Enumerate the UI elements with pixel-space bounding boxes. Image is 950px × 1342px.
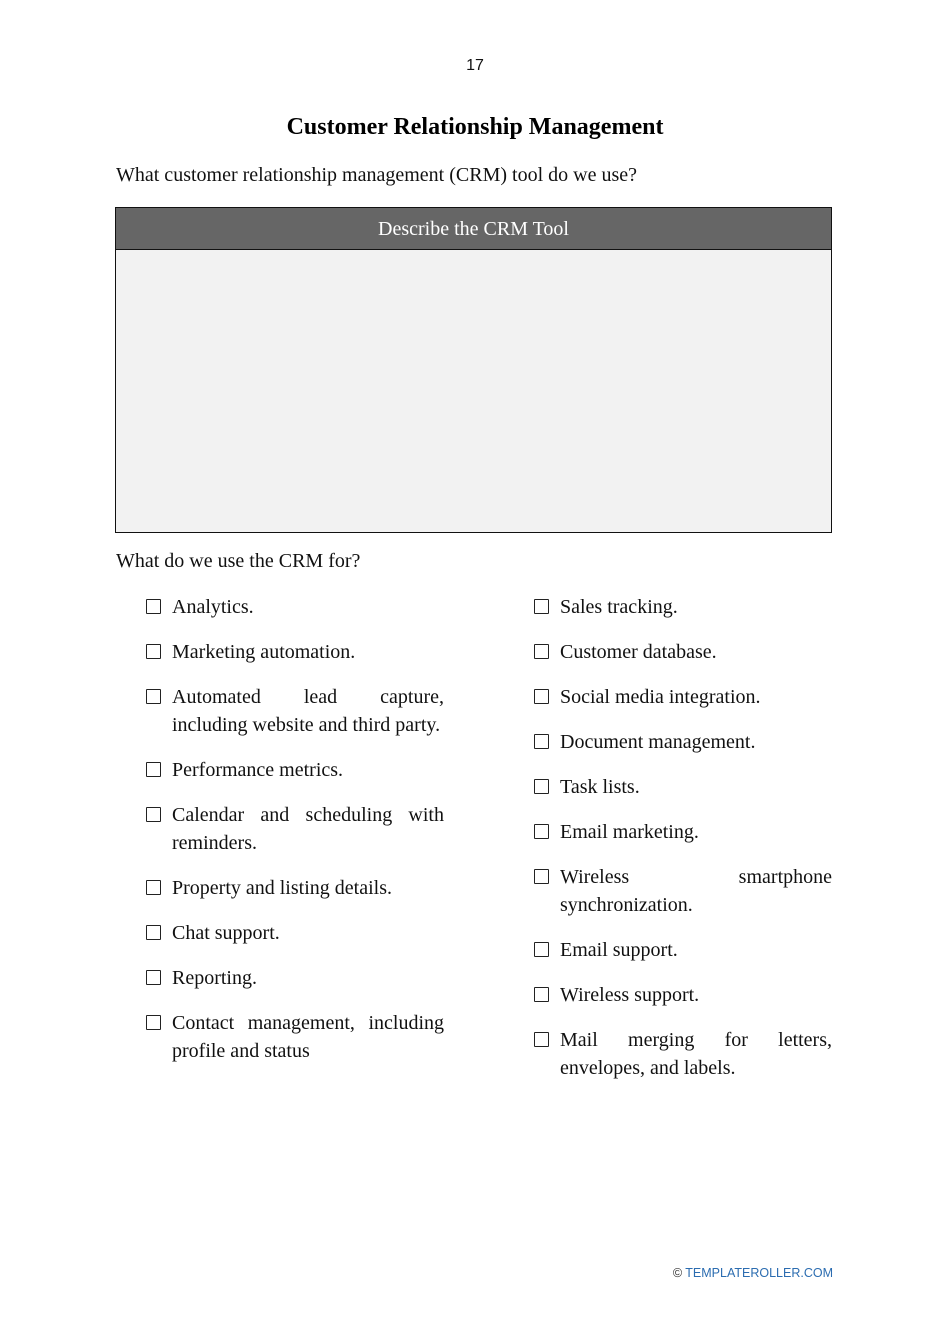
checklist-item-label: Property and listing details.: [172, 877, 392, 899]
checklist-item-label: Chat support.: [172, 922, 280, 944]
page-title: Customer Relationship Management: [286, 114, 664, 140]
checklist-item-label: Wireless smartphone synchronization.: [560, 866, 832, 916]
checklist-item: [534, 593, 832, 621]
checklist-item-label: Social media integration.: [560, 686, 761, 708]
checkbox[interactable]: [146, 599, 161, 614]
checklist-item: [534, 1026, 832, 1082]
checkbox[interactable]: [146, 762, 161, 777]
checklist-item: [146, 919, 444, 947]
crm-tool-description-field[interactable]: [116, 250, 831, 533]
checklist-item-label: Document management.: [560, 731, 756, 753]
crm-tool-question: What customer relationship management (CRM) tool do we use?: [116, 164, 637, 186]
checklist-item: [146, 1009, 444, 1065]
checkbox[interactable]: [146, 880, 161, 895]
checklist-item-label: Analytics.: [172, 596, 254, 618]
copyright-symbol: ©: [672, 1266, 683, 1280]
checklist-item: [534, 981, 832, 1009]
checkbox[interactable]: [146, 925, 161, 940]
checklist-item-label: Reporting.: [172, 967, 257, 989]
checklist-item: [534, 863, 832, 919]
page-number: 17: [466, 57, 484, 74]
checkbox[interactable]: [534, 779, 549, 794]
checkbox[interactable]: [534, 824, 549, 839]
checkbox[interactable]: [146, 689, 161, 704]
checkbox[interactable]: [534, 644, 549, 659]
checkbox[interactable]: [534, 987, 549, 1002]
checklist-item-label: Automated lead capture, including website and third party.: [172, 686, 444, 736]
checklist-item-label: Sales tracking.: [560, 596, 678, 618]
checklist-item: [534, 936, 832, 964]
checklist-item-label: Mail merging for letters, envelopes, and labels.: [560, 1029, 832, 1079]
checklist-item-label: Performance metrics.: [172, 759, 344, 781]
checklist-item-label: Wireless support.: [560, 984, 700, 1006]
checkbox[interactable]: [146, 1015, 161, 1030]
checkbox[interactable]: [534, 1032, 549, 1047]
checklist-item-label: Contact management, including profile and status: [172, 1012, 444, 1062]
checklist-item: [146, 683, 444, 739]
footer-link[interactable]: TEMPLATEROLLER.COM: [685, 1266, 833, 1280]
checklist-item: [146, 964, 444, 992]
checklist-item: [534, 638, 832, 666]
checkbox[interactable]: [534, 869, 549, 884]
footer-credit: [673, 1266, 833, 1280]
checklist-item: [146, 756, 444, 784]
checklist-right-column: [534, 593, 832, 1099]
checklist-item-label: Customer database.: [560, 641, 717, 663]
checkbox[interactable]: [146, 970, 161, 985]
checklist-item: [146, 638, 444, 666]
checklist-item-label: Email support.: [560, 939, 678, 961]
checkbox[interactable]: [146, 644, 161, 659]
checklist-item: [146, 801, 444, 857]
checklist-item: [146, 874, 444, 902]
crm-usage-question: What do we use the CRM for?: [116, 550, 361, 572]
crm-tool-box: [115, 207, 832, 533]
checkbox[interactable]: [534, 599, 549, 614]
checklist-item: [146, 593, 444, 621]
checkbox[interactable]: [534, 734, 549, 749]
checklist-left-column: [146, 593, 444, 1082]
checklist-item: [534, 683, 832, 711]
checklist-item-label: Marketing automation.: [172, 641, 356, 663]
crm-tool-box-header: Describe the CRM Tool: [116, 208, 831, 250]
checklist-item: [534, 728, 832, 756]
checkbox[interactable]: [534, 942, 549, 957]
checkbox[interactable]: [146, 807, 161, 822]
checklist-item: [534, 773, 832, 801]
checkbox[interactable]: [534, 689, 549, 704]
checklist-item: [534, 818, 832, 846]
checklist-item-label: Task lists.: [560, 776, 640, 798]
checklist-item-label: Email marketing.: [560, 821, 699, 843]
checklist-item-label: Calendar and scheduling with reminders.: [172, 804, 444, 854]
